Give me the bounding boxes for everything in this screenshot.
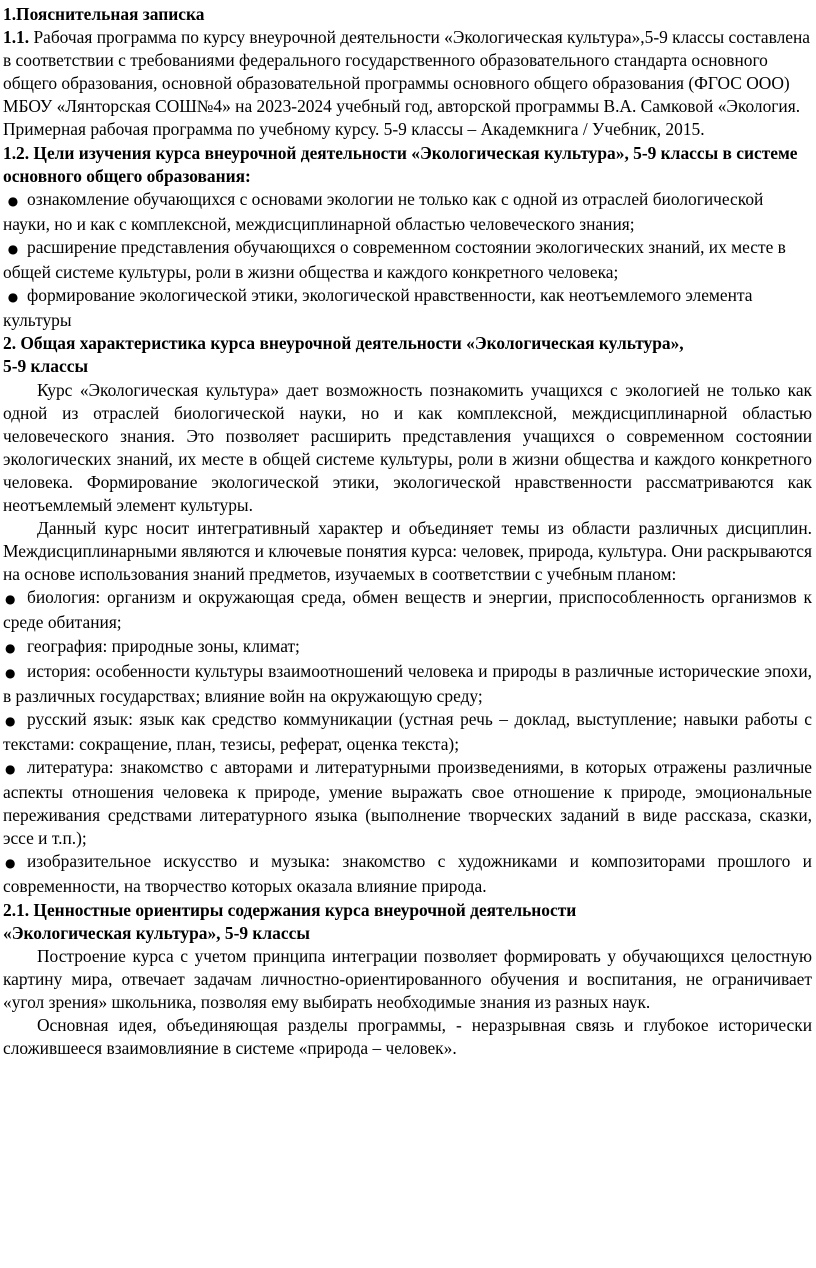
bullet-icon: ● xyxy=(5,762,16,776)
goal-item-text: формирование экологической этики, экологической нравственности, как неотъемлемого элемента культуры xyxy=(3,285,753,331)
section-1-heading: 1.Пояснительная записка xyxy=(3,4,205,24)
section-2-1-heading-course: «Экологическая культура», 5-9 классы xyxy=(3,922,310,943)
goal-item-text: ознакомление обучающихся с основами экологии не только как с одной из отраслей биологической науки, но и как с комплексной, междисциплинарной областью человеческого знания; xyxy=(3,188,764,234)
subject-item-text: русский язык: язык как средство коммуникации (устная речь – доклад, выступление; навыки работы с текстами: сокращение, план, тезисы, реферат, оценка текста); xyxy=(3,708,812,754)
subject-item xyxy=(3,660,812,708)
subject-item xyxy=(3,756,812,850)
bullet-icon: ● xyxy=(7,193,19,208)
section-2-1-heading: 2.1. Ценностные ориентиры содержания курса внеурочной деятельности xyxy=(3,899,577,920)
bullet-icon: ● xyxy=(7,241,19,256)
bullet-icon: ● xyxy=(5,665,16,680)
bullet-icon: ● xyxy=(5,856,16,871)
section-2-heading: 2. Общая характеристика курса внеурочной деятельности «Экологическая культура», xyxy=(3,333,684,354)
subject-item xyxy=(3,708,812,756)
subject-item-text: биология: организм и окружающая среда, обмен веществ и энергии, приспособленность организмов к среде обитания; xyxy=(3,587,812,633)
subject-item-text: литература: знакомство с авторами и литературными произведениями, в которых отражены различные аспекты отношения человека к природе, умение выражать свое отношение к природе, эмоциональные переживания средствами литературного языка (выполнение творческих заданий в виде рассказа, сказки, эссе и т.п.); xyxy=(3,757,812,849)
subject-item-text: история: особенности культуры взаимоотношений человека и природы в различные исторические эпохи, в различных государствах; влияние войн на окружающую среду; xyxy=(3,660,812,706)
subject-item-text: изобразительное искусство и музыка: знакомство с художниками и композиторами прошлого и современности, на творчество которых оказала влияние природа. xyxy=(3,851,812,897)
goal-item-text: расширение представления обучающихся о современном состоянии экологических знаний, их месте в общей системе культуры, роли в жизни общества и каждого конкретного человека; xyxy=(3,236,786,283)
paragraph-1-1-text: Рабочая программа по курсу внеурочной деятельности «Экологическая культура»,5-9 классы составлена в соответствии с требованиями федерального государственного образовательного стандарта основного общего образования, основной образовательной программы основного общего образования (ФГОС ООО) МБОУ «Лянторская СОШ№4» на 2023-2024 учебный год, авторской программы В.А. Самковой «Экология. Примерная рабочая программа по учебному курсу. 5-9 классы – Академкнига / Учебник, 2015. xyxy=(3,27,810,140)
goal-item xyxy=(3,284,812,332)
section-2-1-paragraph: Основная идея, объединяющая разделы программы, - неразрывная связь и глубокое исторически сложившееся взаимовлияние в системе «природа – человек». xyxy=(3,1015,812,1059)
goal-item xyxy=(3,188,812,236)
section-1-2-heading: 1.2. Цели изучения курса внеурочной деятельности «Экологическая культура», 5-9 классы в системе основного общего образования: xyxy=(3,142,798,186)
subject-item xyxy=(3,586,812,634)
section-2-paragraph: Данный курс носит интегративный характер и объединяет темы из области различных дисциплин. Междисциплинарными являются и ключевые понятия курса: человек, природа, культура. Они раскрываются на основе использования знаний предметов, изучаемых в соответствии с учебным планом: xyxy=(3,518,812,585)
paragraph-1-1-number: 1.1. xyxy=(3,27,30,48)
bullet-icon: ● xyxy=(5,640,16,655)
subject-item-text: география: природные зоны, климат; xyxy=(27,635,300,656)
section-2-paragraph: Курс «Экологическая культура» дает возможность познакомить учащихся с экологией не только как одной из отраслей биологической науки, но и как комплексной, междисциплинарной областью человеческого знания. Это позволяет расширить представления учащихся о современном состоянии экологических знаний, их месте в общей системе культуры, роли в жизни общества и каждого конкретного человека. Формирование экологической этики, экологической нравственности рассматриваются как неотъемлемый элемент культуры. xyxy=(3,379,812,515)
subject-item xyxy=(3,635,812,660)
paragraph-1-1 xyxy=(3,26,812,141)
bullet-icon: ● xyxy=(7,290,19,305)
section-2-1-paragraph: Построение курса с учетом принципа интеграции позволяет формировать у обучающихся целостную картину мира, отвечает задачам личностно-ориентированного обучения и воспитания, не ограничивает «угол зрения» школьника, позволяя ему выбирать необходимые знания из разных наук. xyxy=(3,945,812,1012)
section-2-heading-grades: 5-9 классы xyxy=(3,356,89,377)
goal-item xyxy=(3,236,812,284)
bullet-icon: ● xyxy=(5,713,16,728)
bullet-icon: ● xyxy=(5,592,16,607)
subject-item xyxy=(3,850,812,898)
